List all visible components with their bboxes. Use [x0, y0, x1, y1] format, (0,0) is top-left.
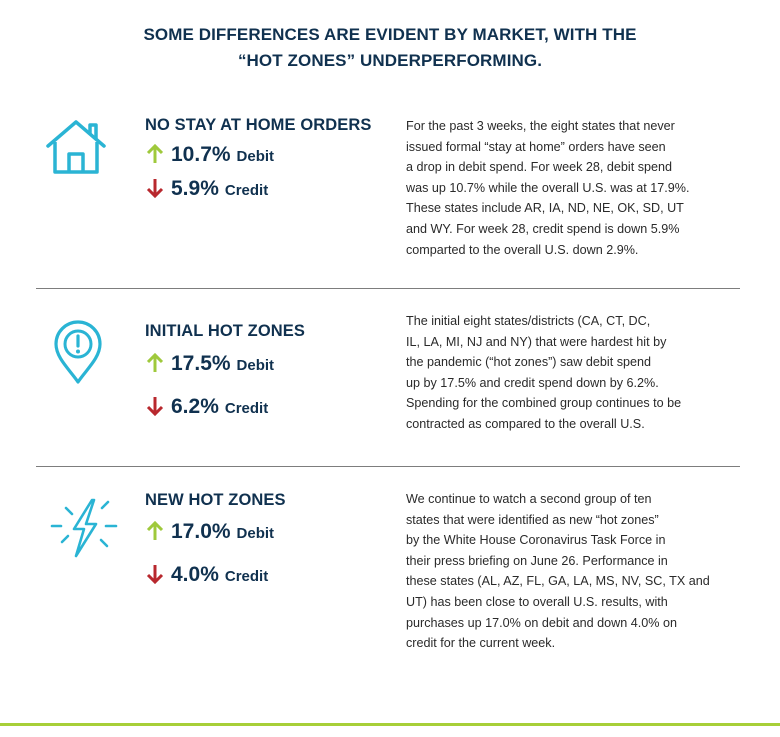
body-line: comparted to the overall U.S. down 2.9%.: [406, 242, 639, 257]
body-line: these states (AL, AZ, FL, GA, LA, MS, NV, SC, TX and: [406, 574, 710, 589]
credit-stat: [145, 561, 268, 587]
credit-stat: [145, 393, 268, 419]
section-divider: [36, 466, 740, 467]
section-body: [406, 311, 736, 435]
debit-label: Debit: [236, 525, 275, 542]
debit-stat: [145, 350, 274, 376]
arrow-up-icon: [145, 144, 165, 164]
footer-rule: [0, 723, 780, 726]
arrow-down-icon: [145, 564, 165, 584]
section-heading: INITIAL HOT ZONES: [145, 322, 305, 340]
body-line: credit for the current week.: [406, 636, 556, 651]
credit-label: Credit: [224, 568, 269, 585]
body-line: was up 10.7% while the overall U.S. was at 17.9%.: [406, 180, 690, 195]
body-line: a drop in debit spend. For week 28, debit spend: [406, 160, 673, 175]
body-line: IL, LA, MI, NJ and NY) that were hardest hit by: [406, 334, 667, 349]
debit-stat: [145, 518, 274, 544]
credit-value: 5.9%: [171, 177, 219, 200]
arrow-up-icon: [145, 353, 165, 373]
section-divider: [36, 288, 740, 289]
body-line: Spending for the combined group continues to be: [406, 396, 682, 411]
body-line: UT) has been close to overall U.S. results, with: [406, 594, 668, 609]
debit-label: Debit: [236, 357, 275, 374]
body-line: by the White House Coronavirus Task Force in: [406, 533, 666, 548]
arrow-down-icon: [145, 178, 165, 198]
section-heading: NO STAY AT HOME ORDERS: [145, 116, 372, 134]
body-line: issued formal “stay at home” orders have seen: [406, 139, 666, 154]
body-line: contracted as compared to the overall U.S.: [406, 416, 645, 431]
body-line: and WY. For week 28, credit spend is down 5.9%: [406, 221, 680, 236]
title-line-2: “HOT ZONES” UNDERPERFORMING.: [237, 51, 543, 70]
debit-value: 17.0%: [171, 520, 231, 543]
body-line: We continue to watch a second group of ten: [406, 492, 652, 506]
body-line: their press briefing on June 26. Performance in: [406, 553, 668, 568]
house-icon: [44, 118, 108, 181]
credit-stat: [145, 175, 268, 201]
credit-label: Credit: [224, 182, 269, 199]
body-line: states that were identified as new “hot zones”: [406, 512, 659, 527]
credit-value: 6.2%: [171, 395, 219, 418]
debit-label: Debit: [236, 148, 275, 165]
section-body: [406, 116, 736, 260]
lightning-bolt-icon: [48, 496, 120, 565]
map-pin-alert-icon: [52, 318, 104, 391]
body-line: The initial eight states/districts (CA, CT, DC,: [406, 314, 651, 328]
credit-label: Credit: [224, 400, 269, 417]
title-line-1: SOME DIFFERENCES ARE EVIDENT BY MARKET, WITH THE: [143, 25, 637, 44]
body-line: purchases up 17.0% on debit and down 4.0% on: [406, 615, 677, 630]
section-body: [406, 489, 736, 654]
section-heading: NEW HOT ZONES: [145, 491, 286, 509]
debit-value: 10.7%: [171, 143, 231, 166]
credit-value: 4.0%: [171, 563, 219, 586]
arrow-up-icon: [145, 521, 165, 541]
arrow-down-icon: [145, 396, 165, 416]
body-line: These states include AR, IA, ND, NE, OK, SD, UT: [406, 201, 684, 216]
page-title: [0, 22, 780, 74]
debit-stat: [145, 141, 274, 167]
body-line: the pandemic (“hot zones”) saw debit spend: [406, 355, 652, 370]
debit-value: 17.5%: [171, 352, 231, 375]
body-line: For the past 3 weeks, the eight states that never: [406, 119, 675, 133]
body-line: up by 17.5% and credit spend down by 6.2%.: [406, 375, 659, 390]
